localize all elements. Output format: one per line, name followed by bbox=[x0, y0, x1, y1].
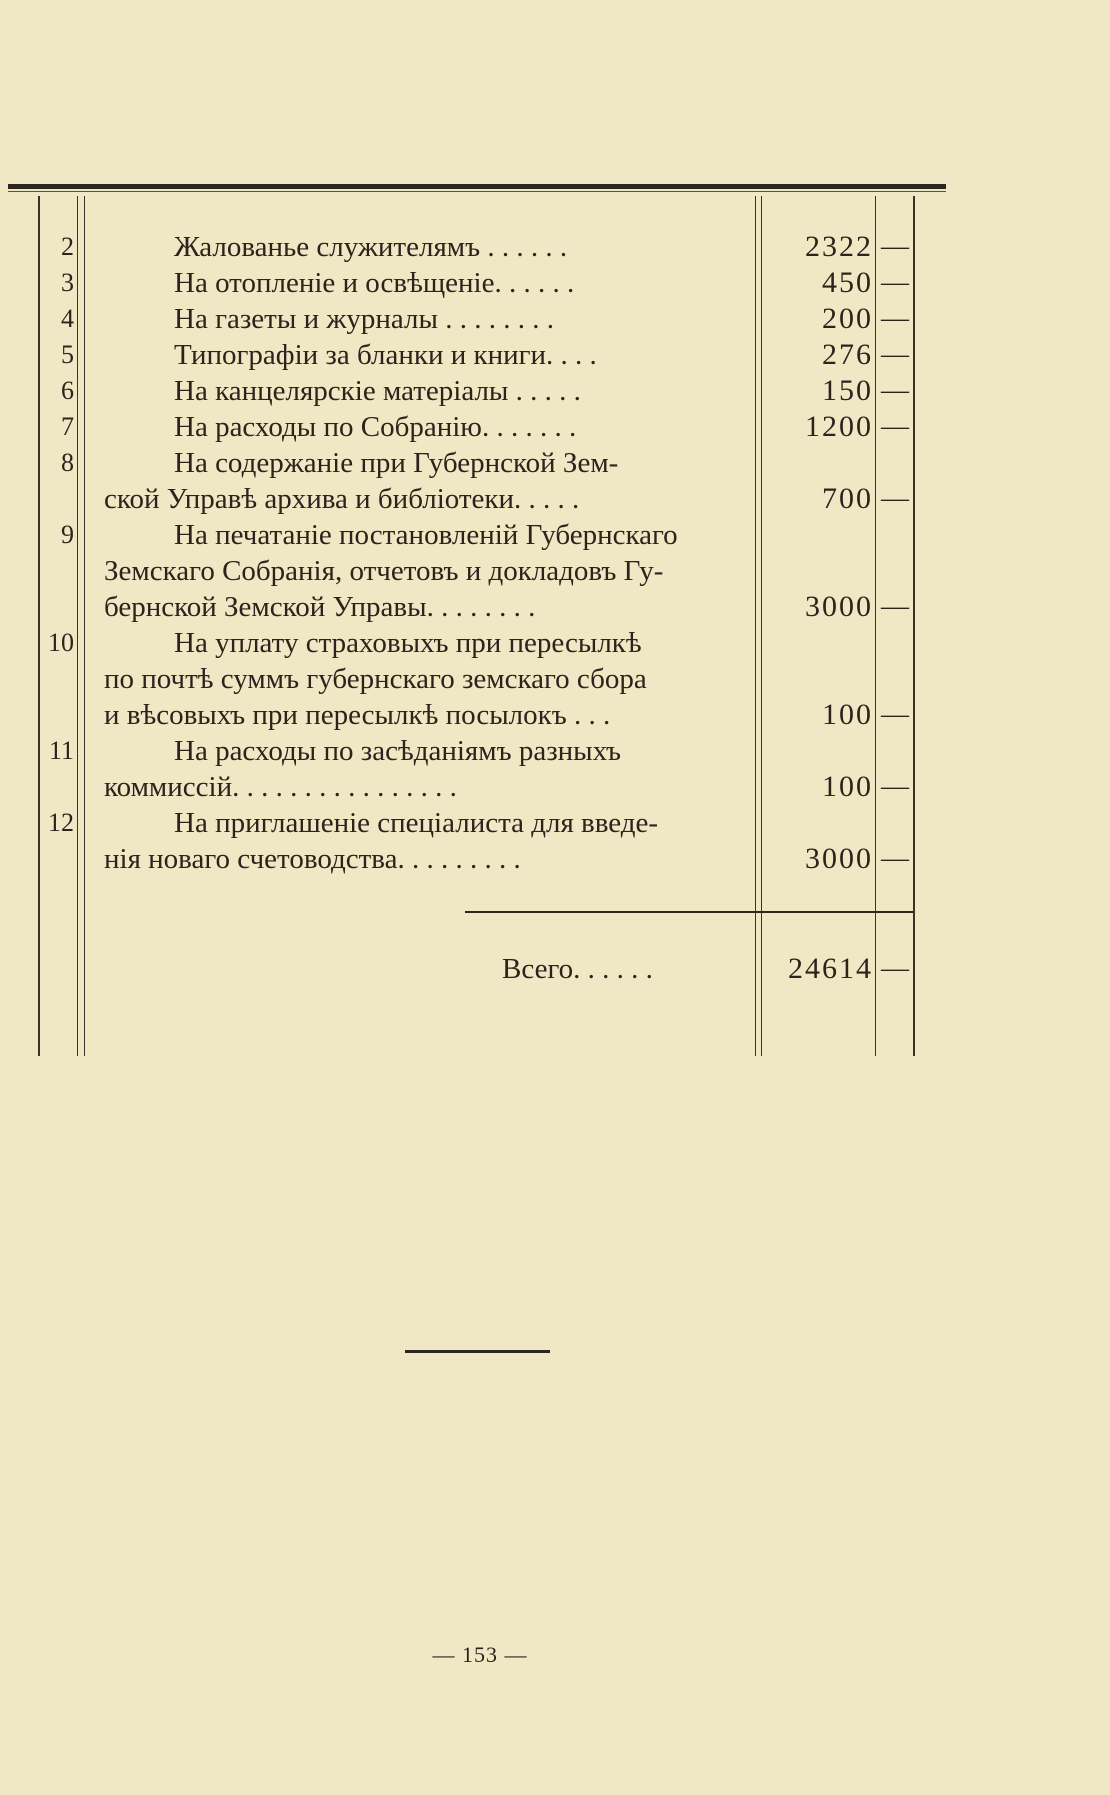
row-text-line: и вѣсовыхъ при пересылкѣ посылокъ . . . bbox=[104, 699, 611, 731]
row-number: 5 bbox=[61, 340, 74, 369]
total-label: Всего. . . . . . bbox=[502, 953, 653, 985]
row-text-line: На приглашеніе спеціалиста для введе- bbox=[174, 807, 659, 839]
table-top-rule bbox=[8, 184, 946, 189]
row-dash: — bbox=[881, 267, 909, 298]
row-amount: 2322 bbox=[805, 230, 873, 263]
row-amount: 3000 bbox=[805, 590, 873, 623]
row-number: 3 bbox=[61, 268, 74, 297]
row-dash: — bbox=[881, 843, 909, 874]
row-number: 4 bbox=[61, 304, 74, 333]
row-amount: 200 bbox=[822, 302, 873, 335]
row-amount: 100 bbox=[822, 698, 873, 731]
row-number: 8 bbox=[61, 448, 74, 477]
row-text-line: На отопленіе и освѣщеніе. . . . . . bbox=[174, 267, 575, 299]
row-text-line: ской Управѣ архива и библіотеки. . . . . bbox=[104, 483, 580, 515]
column-rule-amount-left bbox=[755, 196, 756, 1056]
row-text-line: На содержаніе при Губернской Зем- bbox=[174, 447, 619, 479]
column-rule-num-2 bbox=[84, 196, 85, 1056]
row-amount: 3000 bbox=[805, 842, 873, 875]
row-text-line: На канцелярскіе матеріалы . . . . . bbox=[174, 375, 581, 407]
section-end-rule bbox=[405, 1350, 550, 1353]
row-dash: — bbox=[881, 411, 909, 442]
row-text-line: На газеты и журналы . . . . . . . . bbox=[174, 303, 554, 335]
column-rule-num bbox=[77, 196, 78, 1056]
row-number: 6 bbox=[61, 376, 74, 405]
row-amount: 100 bbox=[822, 770, 873, 803]
row-amount: 450 bbox=[822, 266, 873, 299]
column-rule-amount-right bbox=[875, 196, 876, 1056]
row-text-line: нія новаго счетоводства. . . . . . . . . bbox=[104, 843, 521, 875]
row-text-line: Типографіи за бланки и книги. . . . bbox=[174, 339, 597, 371]
column-rule-right bbox=[913, 196, 915, 1056]
row-dash: — bbox=[881, 771, 909, 802]
row-amount: 700 bbox=[822, 482, 873, 515]
row-number: 7 bbox=[61, 412, 74, 441]
row-dash: — bbox=[881, 375, 909, 406]
row-text-line: На расходы по засѣданіямъ разныхъ bbox=[174, 735, 622, 767]
row-dash: — bbox=[881, 339, 909, 370]
row-text-line: бернской Земской Управы. . . . . . . . bbox=[104, 591, 536, 623]
row-text-line: коммиссій. . . . . . . . . . . . . . . . bbox=[104, 771, 457, 803]
row-text-line: по почтѣ суммъ губернскаго земскаго сбора bbox=[104, 663, 647, 695]
row-number: 12 bbox=[48, 808, 74, 837]
row-dash: — bbox=[881, 303, 909, 334]
page-number: — 153 — bbox=[432, 1642, 528, 1667]
total-dash: — bbox=[881, 953, 909, 984]
row-dash: — bbox=[881, 699, 909, 730]
row-number: 2 bbox=[61, 232, 74, 261]
row-text-line: На печатаніе постановленій Губернскаго bbox=[174, 519, 678, 551]
row-amount: 276 bbox=[822, 338, 873, 371]
row-dash: — bbox=[881, 231, 909, 262]
row-text-line: Земскаго Собранія, отчетовъ и докладовъ Гу- bbox=[104, 555, 664, 587]
row-dash: — bbox=[881, 591, 909, 622]
row-amount: 1200 bbox=[805, 410, 873, 443]
row-amount: 150 bbox=[822, 374, 873, 407]
row-text-line: На расходы по Собранію. . . . . . . bbox=[174, 411, 577, 443]
column-rule-amount-left-2 bbox=[761, 196, 762, 1056]
row-text-line: Жалованье служителямъ . . . . . . bbox=[174, 231, 568, 263]
total-rule bbox=[465, 911, 913, 913]
row-dash: — bbox=[881, 483, 909, 514]
row-text-line: На уплату страховыхъ при пересылкѣ bbox=[174, 627, 642, 659]
row-number: 10 bbox=[48, 628, 74, 657]
total-amount: 24614 bbox=[788, 952, 873, 985]
row-number: 11 bbox=[48, 736, 74, 765]
row-number: 9 bbox=[61, 520, 74, 549]
